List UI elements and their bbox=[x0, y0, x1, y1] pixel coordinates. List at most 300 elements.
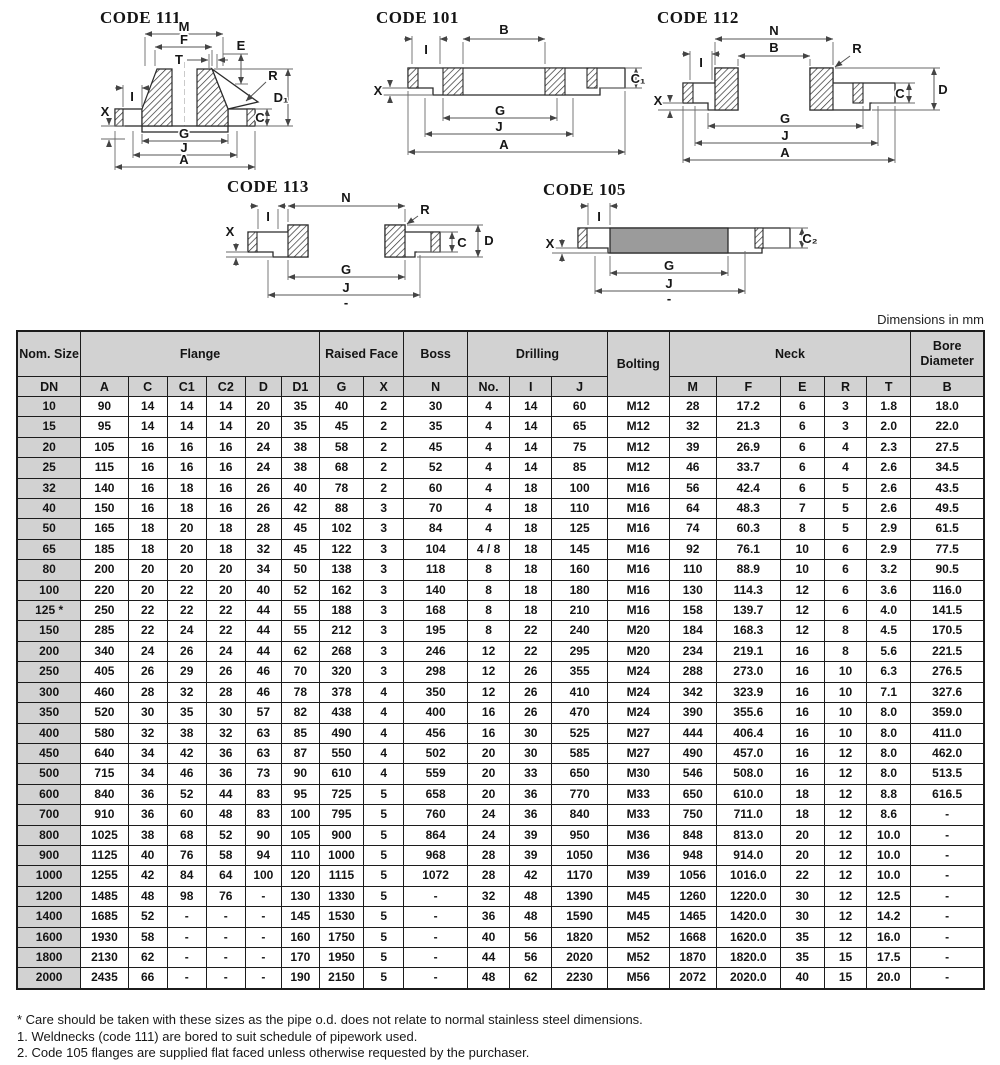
cell: 650 bbox=[669, 784, 716, 804]
cell: 580 bbox=[81, 723, 128, 743]
row-header-dn: 10 bbox=[17, 397, 81, 417]
cell: 40 bbox=[468, 927, 510, 947]
dim-label-g: G bbox=[340, 262, 352, 277]
dim-label-dash: - bbox=[343, 295, 349, 310]
cell: 12 bbox=[780, 580, 824, 600]
cell: 44 bbox=[468, 947, 510, 967]
cell: 5 bbox=[824, 519, 866, 539]
cell: 513.5 bbox=[911, 764, 984, 784]
cell: 20 bbox=[128, 580, 167, 600]
cell: 640 bbox=[81, 743, 128, 763]
cell: 4 bbox=[364, 743, 404, 763]
cell: 5.6 bbox=[867, 641, 911, 661]
cell: 70 bbox=[404, 499, 468, 519]
cell: 8.0 bbox=[867, 703, 911, 723]
cell: 180 bbox=[552, 580, 608, 600]
cell: 18 bbox=[510, 519, 552, 539]
cell: 276.5 bbox=[911, 662, 984, 682]
cell: 1530 bbox=[319, 907, 363, 927]
cell: 168.3 bbox=[716, 621, 780, 641]
cell: 14 bbox=[206, 417, 245, 437]
cell: 14 bbox=[128, 417, 167, 437]
cell: M24 bbox=[607, 682, 669, 702]
cell: 6 bbox=[780, 478, 824, 498]
cell: 378 bbox=[319, 682, 363, 702]
cell: 15 bbox=[824, 968, 866, 989]
cell: 470 bbox=[552, 703, 608, 723]
table-row bbox=[17, 437, 984, 457]
cell: 8 bbox=[468, 580, 510, 600]
diagram-title-code112: CODE 112 bbox=[657, 8, 739, 27]
dim-label-m: M bbox=[178, 19, 190, 34]
row-header-dn: 125 * bbox=[17, 601, 81, 621]
cell: 27.5 bbox=[911, 437, 984, 457]
cell: 5 bbox=[364, 927, 404, 947]
cell: 62 bbox=[281, 641, 319, 661]
cell: 24 bbox=[167, 621, 206, 641]
dim-label-a: A bbox=[780, 145, 790, 160]
cell: 110 bbox=[281, 845, 319, 865]
cell: 39 bbox=[510, 845, 552, 865]
cell: 250 bbox=[81, 601, 128, 621]
cell: 5 bbox=[364, 968, 404, 989]
footnotes bbox=[17, 1012, 643, 1062]
cell: 30 bbox=[780, 886, 824, 906]
cell: 139.7 bbox=[716, 601, 780, 621]
cell: 18 bbox=[167, 478, 206, 498]
cell: 22 bbox=[510, 621, 552, 641]
cell: 4.5 bbox=[867, 621, 911, 641]
cell: 45 bbox=[281, 539, 319, 559]
cell: - bbox=[404, 907, 468, 927]
table-body bbox=[17, 397, 984, 989]
cell: 92 bbox=[669, 539, 716, 559]
cell: 45 bbox=[404, 437, 468, 457]
cell: 55 bbox=[281, 621, 319, 641]
cell: 49.5 bbox=[911, 499, 984, 519]
cell: 400 bbox=[404, 703, 468, 723]
row-header-dn: 250 bbox=[17, 662, 81, 682]
cell: 16 bbox=[780, 723, 824, 743]
cell: 20 bbox=[167, 560, 206, 580]
cell: 17.5 bbox=[867, 947, 911, 967]
cell: 46 bbox=[669, 458, 716, 478]
cell: 63 bbox=[245, 723, 281, 743]
cell: 160 bbox=[281, 927, 319, 947]
cell: 359.0 bbox=[911, 703, 984, 723]
cell: - bbox=[167, 907, 206, 927]
cell: 355 bbox=[552, 662, 608, 682]
cell: 444 bbox=[669, 723, 716, 743]
column-group-boss: Boss bbox=[404, 331, 468, 377]
cell: 16 bbox=[780, 703, 824, 723]
cell: 141.5 bbox=[911, 601, 984, 621]
cell: 58 bbox=[206, 845, 245, 865]
cell: 20 bbox=[780, 845, 824, 865]
cell: 60 bbox=[404, 478, 468, 498]
cell: - bbox=[245, 907, 281, 927]
cell: 585 bbox=[552, 743, 608, 763]
cell: M27 bbox=[607, 743, 669, 763]
cell: 170 bbox=[281, 947, 319, 967]
cell: 3 bbox=[364, 519, 404, 539]
cell: M36 bbox=[607, 845, 669, 865]
table-row bbox=[17, 845, 984, 865]
table-row bbox=[17, 580, 984, 600]
column-header-e: E bbox=[780, 377, 824, 397]
table-row bbox=[17, 764, 984, 784]
cell: 88.9 bbox=[716, 560, 780, 580]
row-header-dn: 1600 bbox=[17, 927, 81, 947]
dim-label-c: C bbox=[895, 86, 905, 101]
cell: 16 bbox=[206, 499, 245, 519]
flange-cross-section bbox=[683, 68, 895, 110]
cell: 1485 bbox=[81, 886, 128, 906]
row-header-dn: 700 bbox=[17, 805, 81, 825]
cell: - bbox=[911, 968, 984, 989]
cell: 295 bbox=[552, 641, 608, 661]
dimensions-table bbox=[16, 330, 985, 990]
cell: 4 bbox=[364, 723, 404, 743]
cell: 1930 bbox=[81, 927, 128, 947]
cell: 16 bbox=[128, 437, 167, 457]
cell: M12 bbox=[607, 397, 669, 417]
cell: 158 bbox=[669, 601, 716, 621]
cell: 45 bbox=[281, 519, 319, 539]
cell: 559 bbox=[404, 764, 468, 784]
cell: M12 bbox=[607, 458, 669, 478]
cell: 26 bbox=[245, 499, 281, 519]
cell: 3 bbox=[824, 417, 866, 437]
table-row bbox=[17, 417, 984, 437]
cell: 16 bbox=[780, 662, 824, 682]
cell: 130 bbox=[281, 886, 319, 906]
cell: 40 bbox=[281, 478, 319, 498]
footnote-code105: 2. Code 105 flanges are supplied flat faced unless otherwise requested by the purchaser. bbox=[17, 1045, 530, 1060]
cell: 30 bbox=[404, 397, 468, 417]
cell: 36 bbox=[468, 907, 510, 927]
cell: 610 bbox=[319, 764, 363, 784]
cell: 22 bbox=[780, 866, 824, 886]
cell: 22 bbox=[206, 621, 245, 641]
cell: M52 bbox=[607, 947, 669, 967]
cell: - bbox=[911, 866, 984, 886]
cell: 4 / 8 bbox=[468, 539, 510, 559]
cell: 73 bbox=[245, 764, 281, 784]
cell: 16 bbox=[206, 458, 245, 478]
cell: M56 bbox=[607, 968, 669, 989]
cell: 210 bbox=[552, 601, 608, 621]
row-header-dn: 800 bbox=[17, 825, 81, 845]
cell: 30 bbox=[128, 703, 167, 723]
cell: 82 bbox=[281, 703, 319, 723]
table-row bbox=[17, 519, 984, 539]
cell: 17.2 bbox=[716, 397, 780, 417]
cell: 32 bbox=[669, 417, 716, 437]
cell: 610.0 bbox=[716, 784, 780, 804]
cell: 44 bbox=[206, 784, 245, 804]
cell: M27 bbox=[607, 723, 669, 743]
row-header-dn: 400 bbox=[17, 723, 81, 743]
cell: 100 bbox=[281, 805, 319, 825]
dim-label-j: J bbox=[781, 128, 789, 143]
cell: 10 bbox=[780, 560, 824, 580]
diagram-title-code111: CODE 111 bbox=[100, 8, 181, 27]
cell: 36 bbox=[206, 764, 245, 784]
cell: 14 bbox=[510, 437, 552, 457]
cell: 16 bbox=[780, 743, 824, 763]
row-header-dn: 500 bbox=[17, 764, 81, 784]
cell: 1220.0 bbox=[716, 886, 780, 906]
cell: 26 bbox=[245, 478, 281, 498]
row-header-dn: 900 bbox=[17, 845, 81, 865]
cell: 36 bbox=[128, 805, 167, 825]
cell: 114.3 bbox=[716, 580, 780, 600]
table-row bbox=[17, 743, 984, 763]
cell: 16 bbox=[128, 458, 167, 478]
dim-label-d: D bbox=[484, 233, 494, 248]
cell: 5 bbox=[364, 947, 404, 967]
dim-label-c2: C₂ bbox=[802, 231, 818, 246]
cell: 68 bbox=[319, 458, 363, 478]
table-row bbox=[17, 499, 984, 519]
dim-label-j: J bbox=[180, 140, 188, 155]
cell: M12 bbox=[607, 437, 669, 457]
column-group-bolting: Bolting bbox=[607, 331, 669, 397]
cell: 20 bbox=[206, 560, 245, 580]
cell: 100 bbox=[552, 478, 608, 498]
cell: 115 bbox=[81, 458, 128, 478]
cell: 145 bbox=[552, 539, 608, 559]
footnote-care: * Care should be taken with these sizes as the pipe o.d. does not relate to normal stainless steel dimensions. bbox=[17, 1012, 643, 1027]
cell: 320 bbox=[319, 662, 363, 682]
cell: 125 bbox=[552, 519, 608, 539]
cell: 61.5 bbox=[911, 519, 984, 539]
code101-plate-flange-drawing bbox=[370, 6, 650, 164]
cell: 508.0 bbox=[716, 764, 780, 784]
cell: 490 bbox=[669, 743, 716, 763]
dim-label-n: N bbox=[769, 23, 779, 38]
cell: 18 bbox=[167, 499, 206, 519]
cell: 2435 bbox=[81, 968, 128, 989]
cell: 10 bbox=[824, 662, 866, 682]
dim-label-i: I bbox=[266, 209, 270, 224]
cell: 28 bbox=[245, 519, 281, 539]
cell: 4 bbox=[468, 458, 510, 478]
table-row bbox=[17, 927, 984, 947]
cell: 26 bbox=[128, 662, 167, 682]
cell: M45 bbox=[607, 907, 669, 927]
cell: 102 bbox=[319, 519, 363, 539]
cell: 3 bbox=[824, 397, 866, 417]
cell: M16 bbox=[607, 519, 669, 539]
column-group-neck: Neck bbox=[669, 331, 911, 377]
cell: 78 bbox=[319, 478, 363, 498]
cell: 20 bbox=[245, 417, 281, 437]
table-row bbox=[17, 703, 984, 723]
cell: - bbox=[167, 947, 206, 967]
cell: 90 bbox=[281, 764, 319, 784]
cell: - bbox=[404, 947, 468, 967]
cell: 16 bbox=[128, 478, 167, 498]
cell: 12 bbox=[824, 805, 866, 825]
cell: 38 bbox=[281, 437, 319, 457]
cell: 350 bbox=[404, 682, 468, 702]
cell: 1465 bbox=[669, 907, 716, 927]
cell: 1685 bbox=[81, 907, 128, 927]
cell: 32 bbox=[167, 682, 206, 702]
cell: 525 bbox=[552, 723, 608, 743]
cell: - bbox=[245, 947, 281, 967]
cell: 184 bbox=[669, 621, 716, 641]
dim-label-dash: - bbox=[666, 291, 672, 306]
cell: 60 bbox=[552, 397, 608, 417]
cell: 28 bbox=[669, 397, 716, 417]
cell: - bbox=[206, 907, 245, 927]
cell: 76 bbox=[167, 845, 206, 865]
row-header-dn: 80 bbox=[17, 560, 81, 580]
cell: 24 bbox=[245, 437, 281, 457]
cell: 24 bbox=[468, 805, 510, 825]
cell: - bbox=[404, 968, 468, 989]
cell: M16 bbox=[607, 580, 669, 600]
cell: 12 bbox=[824, 927, 866, 947]
cell: 20 bbox=[245, 397, 281, 417]
cell: 200 bbox=[81, 560, 128, 580]
cell: 35 bbox=[404, 417, 468, 437]
cell: 63 bbox=[245, 743, 281, 763]
cell: 3 bbox=[364, 641, 404, 661]
cell: 165 bbox=[81, 519, 128, 539]
cell: 62 bbox=[510, 968, 552, 989]
cell: 26 bbox=[510, 703, 552, 723]
cell: 48 bbox=[468, 968, 510, 989]
dim-label-a: A bbox=[179, 152, 189, 167]
cell: 48 bbox=[128, 886, 167, 906]
cell: 105 bbox=[281, 825, 319, 845]
table-row bbox=[17, 723, 984, 743]
cell: 18 bbox=[780, 784, 824, 804]
code113-flange-drawing bbox=[190, 176, 510, 318]
dim-label-j: J bbox=[342, 280, 350, 295]
cell: 4 bbox=[468, 499, 510, 519]
cell: 1950 bbox=[319, 947, 363, 967]
cell: 2020.0 bbox=[716, 968, 780, 989]
cell: 26 bbox=[510, 662, 552, 682]
cell: 14 bbox=[510, 397, 552, 417]
cell: 70 bbox=[281, 662, 319, 682]
cell: 32 bbox=[128, 723, 167, 743]
cell: 6 bbox=[824, 539, 866, 559]
cell: 10 bbox=[824, 682, 866, 702]
cell: 85 bbox=[281, 723, 319, 743]
cell: 4 bbox=[468, 478, 510, 498]
cell: 848 bbox=[669, 825, 716, 845]
cell: 268 bbox=[319, 641, 363, 661]
code111-weld-neck-flange-drawing bbox=[95, 6, 310, 170]
cell: 44 bbox=[245, 621, 281, 641]
cell: 864 bbox=[404, 825, 468, 845]
cell: 78 bbox=[281, 682, 319, 702]
cell: 1750 bbox=[319, 927, 363, 947]
row-header-dn: 2000 bbox=[17, 968, 81, 989]
cell: 4 bbox=[468, 519, 510, 539]
cell: 12 bbox=[824, 907, 866, 927]
cell: 43.5 bbox=[911, 478, 984, 498]
cell: 12.5 bbox=[867, 886, 911, 906]
cell: M39 bbox=[607, 866, 669, 886]
cell: 48 bbox=[510, 886, 552, 906]
cell: 46 bbox=[245, 662, 281, 682]
cell: 340 bbox=[81, 641, 128, 661]
dim-label-g: G bbox=[494, 103, 506, 118]
cell: 95 bbox=[281, 784, 319, 804]
cell: 160 bbox=[552, 560, 608, 580]
cell: 88 bbox=[319, 499, 363, 519]
cell: 410 bbox=[552, 682, 608, 702]
cell: M45 bbox=[607, 886, 669, 906]
cell: M16 bbox=[607, 539, 669, 559]
cell: M16 bbox=[607, 478, 669, 498]
cell: 5 bbox=[364, 886, 404, 906]
cell: 58 bbox=[128, 927, 167, 947]
column-header-d: D bbox=[245, 377, 281, 397]
cell: 8.0 bbox=[867, 723, 911, 743]
cell: 725 bbox=[319, 784, 363, 804]
cell: 90.5 bbox=[911, 560, 984, 580]
table-row bbox=[17, 805, 984, 825]
row-header-dn: 1000 bbox=[17, 866, 81, 886]
dim-label-i: I bbox=[597, 209, 601, 224]
cell: 20.0 bbox=[867, 968, 911, 989]
cell: 26 bbox=[206, 662, 245, 682]
column-header-f: F bbox=[716, 377, 780, 397]
cell: 68 bbox=[167, 825, 206, 845]
cell: 39 bbox=[510, 825, 552, 845]
dim-label-d: D bbox=[938, 82, 948, 97]
cell: 188 bbox=[319, 601, 363, 621]
dim-label-j: J bbox=[495, 119, 503, 134]
cell: M12 bbox=[607, 417, 669, 437]
cell: 26 bbox=[510, 682, 552, 702]
cell: 32 bbox=[206, 723, 245, 743]
cell: 1000 bbox=[319, 845, 363, 865]
cell: 20 bbox=[468, 764, 510, 784]
cell: 56 bbox=[669, 478, 716, 498]
cell: 3 bbox=[364, 662, 404, 682]
table-row bbox=[17, 825, 984, 845]
cell: 1170 bbox=[552, 866, 608, 886]
cell: 110 bbox=[669, 560, 716, 580]
row-header-dn: 1400 bbox=[17, 907, 81, 927]
row-header-dn: 20 bbox=[17, 437, 81, 457]
cell: 650 bbox=[552, 764, 608, 784]
cell: 1.8 bbox=[867, 397, 911, 417]
cell: 950 bbox=[552, 825, 608, 845]
cell: 616.5 bbox=[911, 784, 984, 804]
cell: - bbox=[911, 825, 984, 845]
cell: 56 bbox=[510, 927, 552, 947]
cell: 64 bbox=[669, 499, 716, 519]
cell: 4.0 bbox=[867, 601, 911, 621]
column-header-x: X bbox=[364, 377, 404, 397]
cell: 90 bbox=[245, 825, 281, 845]
column-header-g: G bbox=[319, 377, 363, 397]
cell: 75 bbox=[552, 437, 608, 457]
dim-label-c: C bbox=[457, 235, 467, 250]
cell: 12 bbox=[824, 825, 866, 845]
flange-cross-section bbox=[115, 62, 258, 136]
